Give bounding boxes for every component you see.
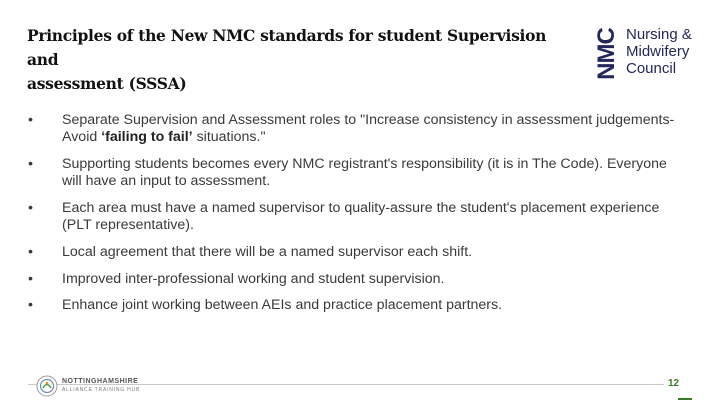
footer-accent-bar bbox=[678, 398, 692, 400]
footer-logo bbox=[36, 373, 186, 399]
bullet-text-pre: Separate Supervision and Assessment roles to "Increase consistency in assessment judgements- Avoid bbox=[62, 112, 675, 145]
nmc-name-line3: Council bbox=[626, 60, 677, 77]
bullet-dot: • bbox=[28, 297, 33, 313]
bullet-text: Local agreement that there will be a named supervisor each shift. bbox=[62, 244, 473, 260]
bullet-text-post: situations." bbox=[192, 128, 266, 145]
slide-title bbox=[27, 24, 547, 96]
nmc-logo-mark bbox=[593, 26, 620, 82]
nmc-mark-text: NMC bbox=[593, 28, 620, 80]
nmc-name-line2: Midwifery bbox=[626, 43, 690, 60]
bullet-dot: • bbox=[28, 200, 33, 216]
bullet-item bbox=[28, 200, 688, 233]
slide-title-line2: assessment (SSSA) bbox=[27, 74, 187, 93]
nmc-logo-name bbox=[626, 26, 710, 77]
bullet-text: Supporting students becomes every NMC registrant's responsibility (it is in The Code). Everyone will have an input to assessment. bbox=[62, 156, 667, 189]
bullet-item bbox=[28, 271, 688, 288]
bullet-text: Enhance joint working between AEIs and practice placement partners. bbox=[62, 297, 503, 313]
bullet-list bbox=[28, 112, 688, 324]
footer-org-line2: ALLIANCE TRAINING HUB bbox=[62, 387, 141, 393]
bullet-item bbox=[28, 112, 688, 145]
nmc-logo bbox=[593, 26, 706, 82]
bullet-item bbox=[28, 156, 688, 189]
bullet-dot: • bbox=[28, 244, 33, 260]
bullet-item bbox=[28, 297, 688, 314]
footer-org-line1: NOTTINGHAMSHIRE bbox=[62, 378, 139, 385]
page-number: 12 bbox=[668, 378, 680, 389]
bullet-text-bold: ‘failing to fail’ bbox=[101, 128, 193, 145]
bullet-dot: • bbox=[28, 156, 33, 172]
bullet-dot: • bbox=[28, 270, 33, 287]
training-hub-emblem-icon bbox=[36, 375, 58, 397]
bullet-dot: • bbox=[28, 112, 33, 128]
bullet-text: Each area must have a named supervisor to quality-assure the student's placement experience (PLT representative). bbox=[62, 200, 660, 233]
slide-title-line1: Principles of the New NMC standards for student Supervision and bbox=[27, 26, 547, 69]
bullet-text: Improved inter-professional working and student supervision. bbox=[62, 270, 445, 287]
nmc-name-line1: Nursing & bbox=[626, 26, 692, 43]
bullet-item bbox=[28, 244, 688, 261]
